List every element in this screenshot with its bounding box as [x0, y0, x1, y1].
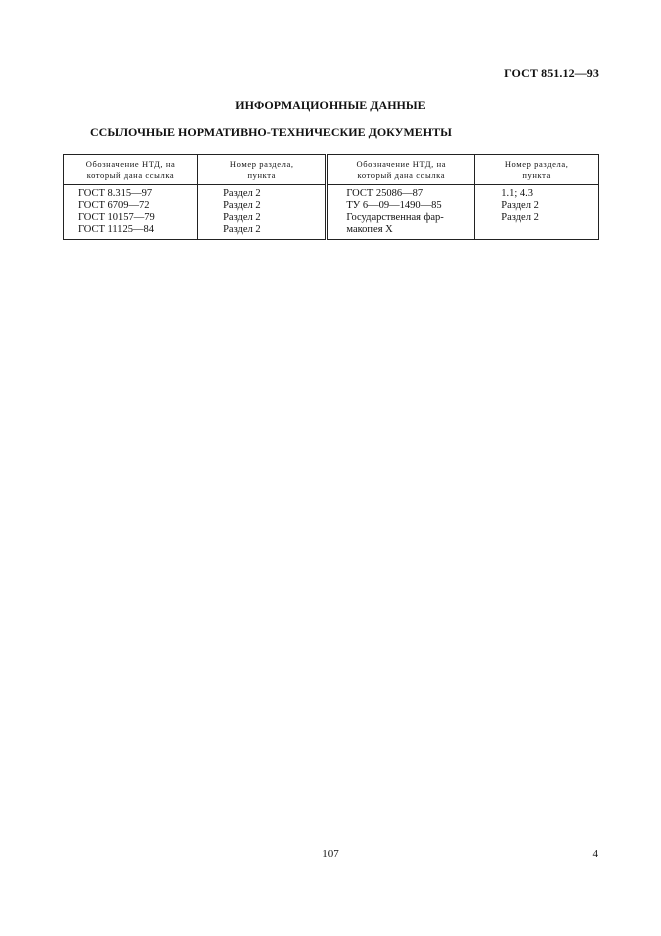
doc-designation: макопея X	[346, 224, 393, 235]
cell-left-docs	[64, 185, 198, 240]
cell-right-docs	[327, 185, 475, 240]
sheet-number: 4	[592, 848, 598, 860]
header-text-line: Обозначение НТД, на	[356, 159, 447, 169]
header-text-line: пункта	[522, 170, 551, 180]
header-text-line: Номер раздела,	[504, 159, 569, 169]
subsection-title: ССЫЛОЧНЫЕ НОРМАТИВНО-ТЕХНИЧЕСКИЕ ДОКУМЕНТЫ	[90, 125, 452, 139]
section-number: Раздел 2	[223, 224, 261, 235]
section-number: Раздел 2	[223, 188, 261, 199]
doc-designation: Государственная фар-	[346, 212, 444, 223]
doc-designation: ТУ 6—09—1490—85	[346, 200, 442, 211]
header-left-doc	[64, 155, 198, 185]
header-text-line: Номер раздела,	[229, 159, 294, 169]
section-number: Раздел 2	[223, 200, 261, 211]
section-title: ИНФОРМАЦИОННЫЕ ДАННЫЕ	[235, 98, 426, 112]
header-text-line: пункта	[247, 170, 277, 180]
doc-designation: ГОСТ 25086—87	[346, 188, 424, 199]
table-header-row	[64, 155, 599, 185]
doc-designation: ГОСТ 8.315—97	[78, 188, 153, 199]
section-number: Раздел 2	[501, 212, 539, 223]
doc-designation: ГОСТ 10157—79	[78, 212, 155, 223]
header-text-line: который дана ссылка	[86, 170, 175, 180]
table-row	[64, 185, 599, 240]
header-text-line: Обозначение НТД, на	[85, 159, 176, 169]
reference-documents-table	[63, 154, 599, 240]
section-number: Раздел 2	[223, 212, 261, 223]
section-number: Раздел 2	[501, 200, 539, 211]
header-right-doc	[327, 155, 475, 185]
header-text-line: который дана ссылка	[357, 170, 446, 180]
header-right-section	[475, 155, 599, 185]
cell-right-sections	[475, 185, 599, 240]
doc-designation: ГОСТ 6709—72	[78, 200, 150, 211]
document-code: ГОСТ 851.12—93	[504, 66, 599, 80]
header-left-section	[198, 155, 327, 185]
section-number: 1.1; 4.3	[501, 188, 534, 199]
page-number: 107	[322, 848, 339, 860]
cell-left-sections	[198, 185, 327, 240]
doc-designation: ГОСТ 11125—84	[78, 224, 155, 235]
